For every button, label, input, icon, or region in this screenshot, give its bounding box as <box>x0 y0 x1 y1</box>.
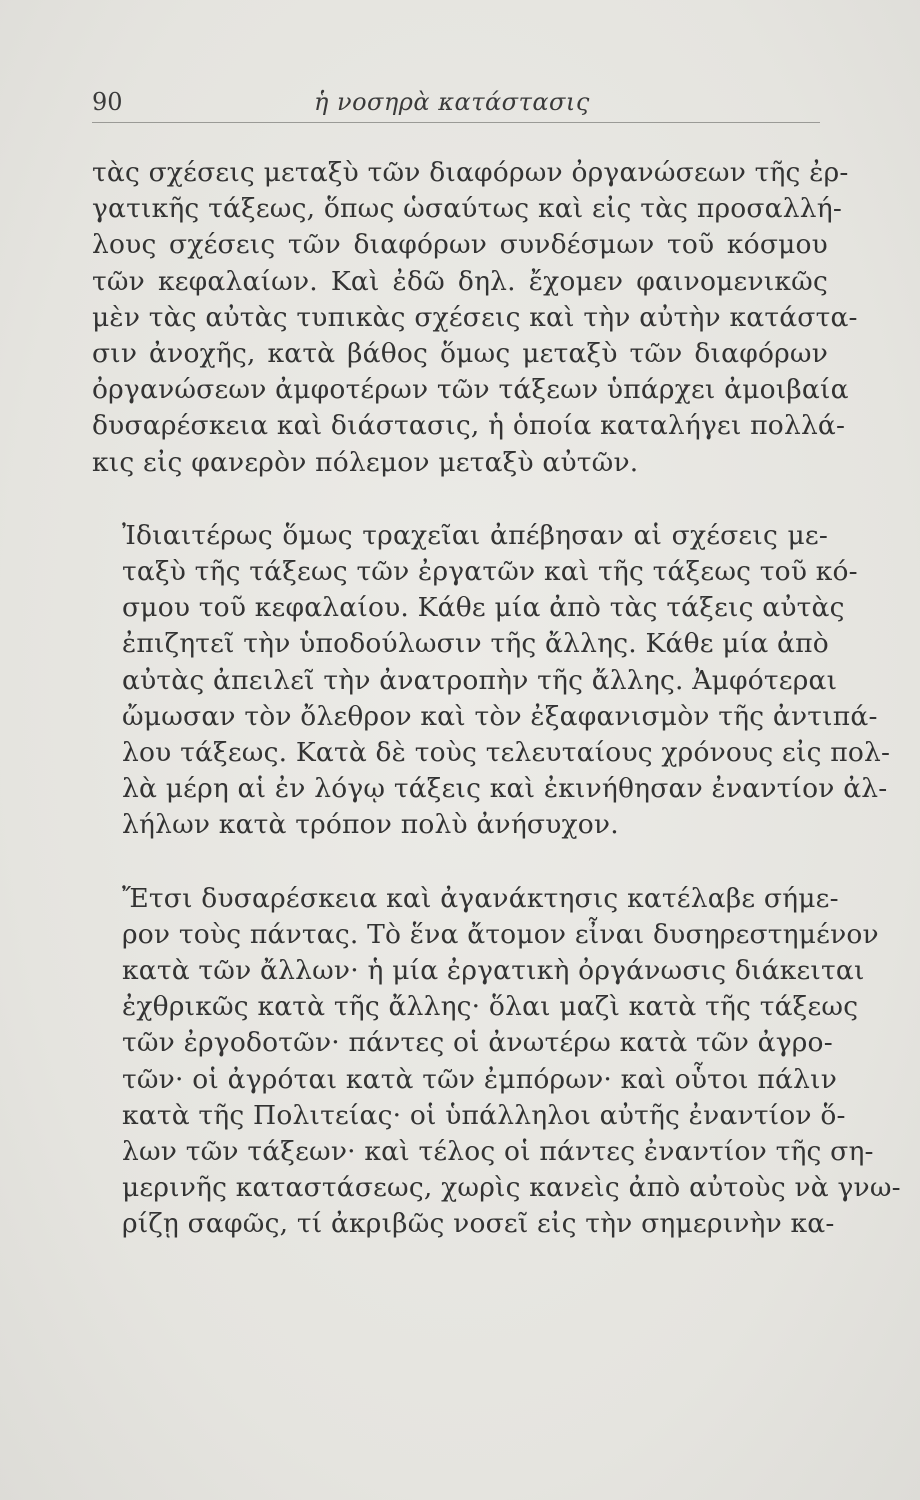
text-line: ἐπιζητεῖ τὴν ὑποδούλωσιν τῆς ἄλλης. Κάθε μία ἀπὸ <box>122 628 829 660</box>
text-line: ὤμωσαν τὸν ὄλεθρον καὶ τὸν ἐξαφανισμὸν τῆς ἀντιπά- <box>122 700 878 732</box>
text-line: μὲν τὰς αὐτὰς τυπικὰς σχέσεις καὶ τὴν αὐτὴν κατάστα- <box>92 301 858 333</box>
text-line: αὐτὰς ἀπειλεῖ τὴν ἀνατροπὴν τῆς ἄλλης. Ἀμφότεραι <box>122 664 838 696</box>
text-line: τὰς σχέσεις μεταξὺ τῶν διαφόρων ὀργανώσεων τῆς ἐρ- <box>92 157 849 188</box>
text-line: τῶν κεφαλαίων. Καὶ ἐδῶ δηλ. ἔχομεν φαινομενικῶς <box>92 265 828 297</box>
text-line: λους σχέσεις τῶν διαφόρων συνδέσμων τοῦ κόσμου <box>92 229 828 261</box>
text-line: σιν ἀνοχῆς, κατὰ βάθος ὅμως μεταξὺ τῶν διαφόρων <box>92 338 828 370</box>
running-title: ἡ νοσηρὰ κατάστασις <box>314 88 590 116</box>
text-line: λὰ μέρη αἱ ἐν λόγῳ τάξεις καὶ ἐκινήθησαν ἐναντίον ἀλ- <box>122 773 888 805</box>
text-line: Ἔτσι δυσαρέσκεια καὶ ἀγανάκτησις κατέλαβε σήμε- <box>122 882 839 914</box>
body-text <box>92 155 901 1243</box>
text-line: λήλων κατὰ τρόπον πολὺ ἀνήσυχον. <box>122 809 619 841</box>
text-line: δυσαρέσκεια καὶ διάστασις, ἡ ὁποία καταλήγει πολλά- <box>92 410 846 442</box>
text-line: ρον τοὺς πάντας. Τὸ ἕνα ἄτομον εἶναι δυσηρεστημένον <box>122 918 879 950</box>
text-line: κατὰ τῆς Πολιτείας· οἱ ὑπάλληλοι αὐτῆς ἐναντίον ὅ- <box>122 1099 846 1131</box>
text-line: ταξὺ τῆς τάξεως τῶν ἐργατῶν καὶ τῆς τάξεως τοῦ κό- <box>122 556 858 588</box>
paragraph-2 <box>92 518 891 844</box>
text-line: τῶν ἐργοδοτῶν· πάντες οἱ ἀνωτέρω κατὰ τῶν ἀγρο- <box>122 1027 833 1059</box>
text-line: τῶν· οἱ ἀγρόται κατὰ τῶν ἐμπόρων· καὶ οὗτοι πάλιν <box>122 1063 838 1095</box>
running-head <box>92 82 820 122</box>
text-line: κις εἰς φανερὸν πόλεμον μεταξὺ αὐτῶν. <box>92 446 639 478</box>
text-line: γατικῆς τάξεως, ὅπως ὡσαύτως καὶ εἰς τὰς προσαλλή- <box>92 193 842 225</box>
text-line: κατὰ τῶν ἄλλων· ἡ μία ἐργατικὴ ὀργάνωσις διάκειται <box>122 955 865 987</box>
text-line: μερινῆς καταστάσεως, χωρὶς κανεὶς ἀπὸ αὐτοὺς νὰ γνω- <box>122 1172 901 1204</box>
text-line: ὀργανώσεων ἀμφοτέρων τῶν τάξεων ὑπάρχει ἀμοιβαία <box>92 374 849 406</box>
text-line: λου τάξεως. Κατὰ δὲ τοὺς τελευταίους χρόνους εἰς πολ- <box>122 737 891 769</box>
page-number: 90 <box>92 88 123 116</box>
text-line: λων τῶν τάξεων· καὶ τέλος οἱ πάντες ἐναντίον τῆς ση- <box>122 1136 874 1168</box>
text-line: σμου τοῦ κεφαλαίου. Κάθε μία ἀπὸ τὰς τάξεις αὐτὰς <box>122 592 845 624</box>
paragraph-1 <box>92 155 858 481</box>
text-line: ἐχθρικῶς κατὰ τῆς ἄλλης· ὅλαι μαζὶ κατὰ τῆς τάξεως <box>122 991 859 1023</box>
text-line: Ἰδιαιτέρως ὅμως τραχεῖαι ἀπέβησαν αἱ σχέσεις με- <box>122 519 828 551</box>
text-line: ρίζῃ σαφῶς, τί ἀκριβῶς νοσεῖ εἰς τὴν σημερινὴν κα- <box>122 1208 835 1240</box>
header-rule <box>92 122 820 123</box>
paragraph-3 <box>92 881 901 1243</box>
